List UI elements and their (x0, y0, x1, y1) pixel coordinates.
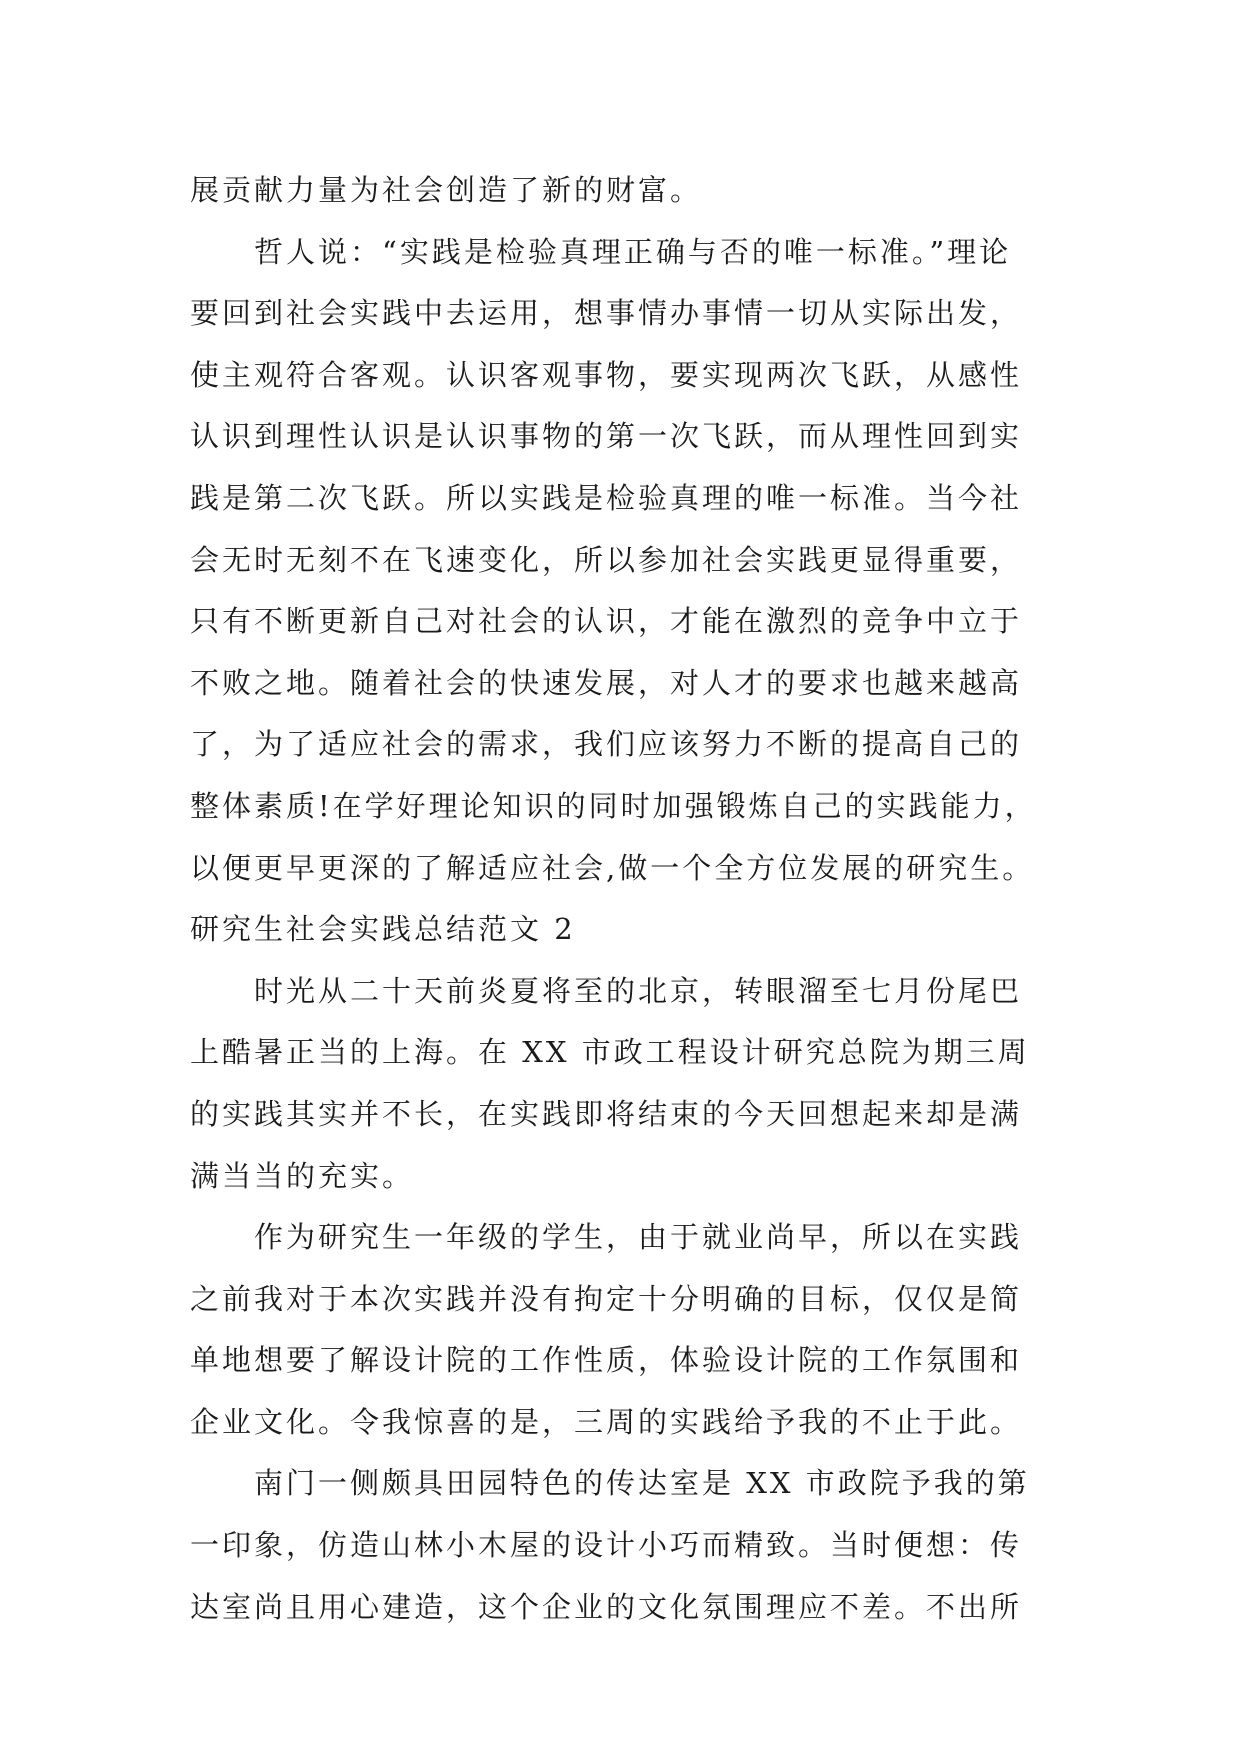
text-line: 践是第二次飞跃。所以实践是检验真理的唯一标准。当今社 (190, 480, 1023, 515)
text-line: 只有不断更新自己对社会的认识，才能在激烈的竞争中立于 (190, 604, 1023, 639)
text-line: 会无时无刻不在飞速变化，所以参加社会实践更显得重要， (190, 542, 1023, 577)
text-line: 不败之地。随着社会的快速发展，对人才的要求也越来越高 (190, 665, 1023, 700)
text-line: 一印象，仿造山林小木屋的设计小巧而精致。当时便想：传 (190, 1528, 1023, 1563)
text-line: 认识到理性认识是认识事物的第一次飞跃，而从理性回到实 (190, 419, 1023, 454)
text-line: 满当当的充实。 (190, 1158, 415, 1193)
section-heading: 研究生社会实践总结范文 2 (190, 912, 576, 947)
text-line: 达室尚且用心建造，这个企业的文化氛围理应不差。不出所 (190, 1589, 1023, 1624)
text-line: 单地想要了解设计院的工作性质，体验设计院的工作氛围和 (190, 1343, 1023, 1378)
text-line: 之前我对于本次实践并没有拘定十分明确的目标，仅仅是简 (190, 1281, 1023, 1316)
text-line: 了，为了适应社会的需求，我们应该努力不断的提高自己的 (190, 727, 1023, 762)
document-body (190, 160, 1050, 1638)
text-line: 上酷暑正当的上海。在 XX 市政工程设计研究总院为期三周 (190, 1035, 1030, 1070)
text-line: 南门一侧颇具田园特色的传达室是 XX 市政院予我的第 (254, 1466, 1030, 1501)
text-line: 要回到社会实践中去运用，想事情办事情一切从实际出发， (190, 296, 1023, 331)
text-line: 整体素质!在学好理论知识的同时加强锻炼自己的实践能力， (190, 788, 1037, 823)
text-line: 企业文化。令我惊喜的是，三周的实践给予我的不止于此。 (190, 1404, 1023, 1439)
text-line: 展贡献力量为社会创造了新的财富。 (190, 173, 703, 207)
text-line: 的实践其实并不长，在实践即将结束的今天回想起来却是满 (190, 1096, 1023, 1131)
text-line: 时光从二十天前炎夏将至的北京，转眼溜至七月份尾巴 (254, 973, 1023, 1008)
text-line: 哲人说：“实践是检验真理正确与否的唯一标准。”理论 (254, 234, 1012, 269)
text-line: 作为研究生一年级的学生，由于就业尚早，所以在实践 (254, 1220, 1023, 1255)
text-line: 以便更早更深的了解适应社会,做一个全方位发展的研究生。 (190, 850, 1035, 885)
text-line: 使主观符合客观。认识客观事物，要实现两次飞跃，从感性 (190, 357, 1023, 392)
